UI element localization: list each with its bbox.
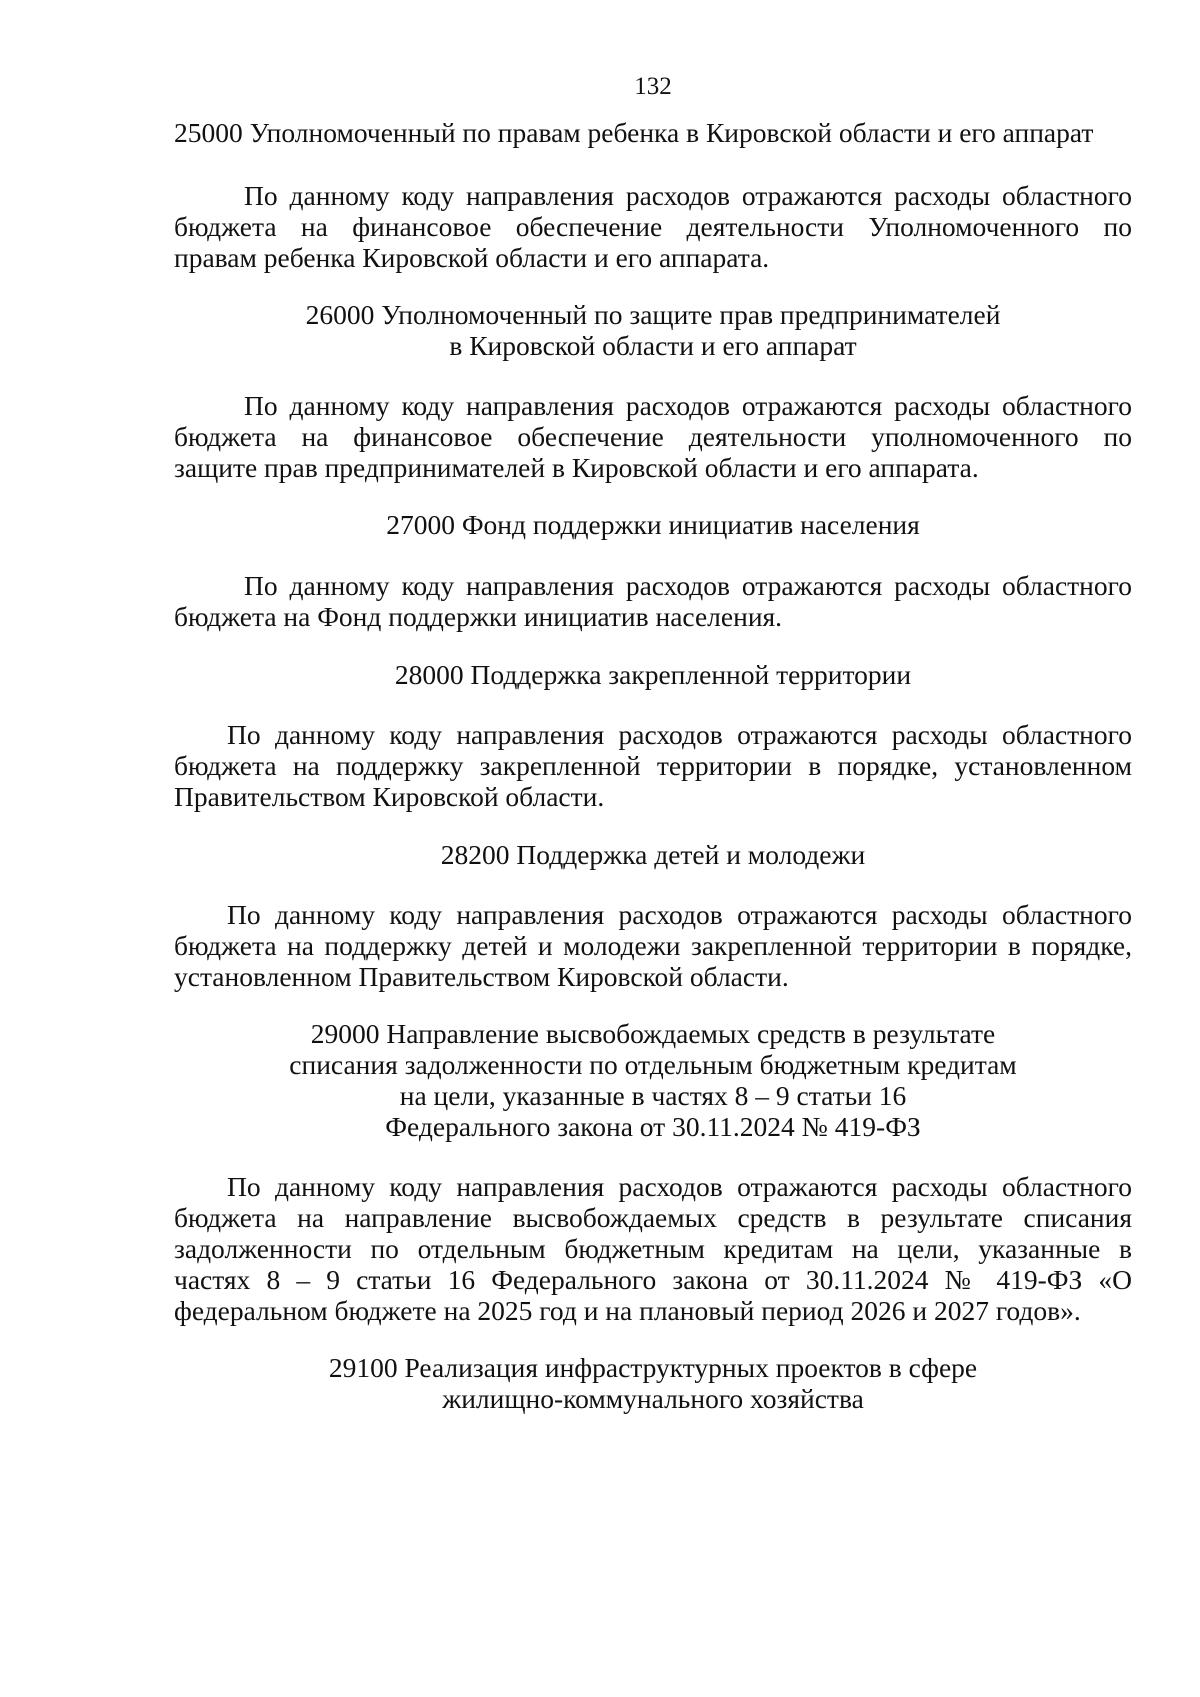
paragraph-26000-line-2: бюджета на финансовое обеспечение деятельности уполномоченного по [174,421,1132,452]
section-heading-29000-line-1: 29000 Направление высвобождаемых средств в результате [310,1018,996,1049]
paragraph-29000-line-2: бюджета на направление высвобождаемых средств в результате списания [174,1202,1132,1233]
section-heading-28200: 28200 Поддержка детей и молодежи [440,839,866,870]
paragraph-25000-line-3: правам ребенка Кировской области и его аппарата. [174,242,770,273]
section-heading-29100-line-1: 29100 Реализация инфраструктурных проектов в сфере [328,1352,978,1383]
section-heading-29000-line-4: Федерального закона от 30.11.2024 № 419-ФЗ [385,1111,921,1142]
paragraph-27000-line-1: По данному коду направления расходов отражаются расходы областного [244,570,1132,601]
paragraph-28200-line-2: бюджета на поддержку детей и молодежи закрепленной территории в порядке, [174,930,1132,961]
section-heading-27000: 27000 Фонд поддержки инициатив населения [386,509,920,540]
section-heading-29100-line-2: жилищно-коммунального хозяйства [442,1383,864,1414]
section-heading-29000-line-2: списания задолженности по отдельным бюджетным кредитам [289,1049,1017,1080]
section-heading-28000: 28000 Поддержка закрепленной территории [394,659,912,690]
document-page [174,0,1132,1697]
paragraph-26000-line-3: защите прав предпринимателей в Кировской области и его аппарата. [174,452,979,483]
paragraph-28000-line-3: Правительством Кировской области. [174,781,605,812]
paragraph-25000-line-1: По данному коду направления расходов отражаются расходы областного [244,180,1132,211]
paragraph-28200-line-3: установленном Правительством Кировской области. [174,961,789,992]
paragraph-29000-line-4: частях 8 – 9 статьи 16 Федерального закона от 30.11.2024 № 419-ФЗ «О [174,1264,1132,1295]
paragraph-28200-line-1: По данному коду направления расходов отражаются расходы областного [227,899,1132,930]
section-heading-26000-line-1: 26000 Уполномоченный по защите прав предпринимателей [305,299,1001,330]
section-heading-25000: 25000 Уполномоченный по правам ребенка в Кировской области и его аппарат [174,117,1094,148]
section-heading-26000-line-2: в Кировской области и его аппарат [449,330,857,361]
paragraph-29000-line-1: По данному коду направления расходов отражаются расходы областного [227,1171,1132,1202]
paragraph-28000-line-1: По данному коду направления расходов отражаются расходы областного [227,719,1132,750]
paragraph-29000-line-5: федеральном бюджете на 2025 год и на плановый период 2026 и 2027 годов». [174,1295,1081,1326]
paragraph-26000-line-1: По данному коду направления расходов отражаются расходы областного [244,390,1132,421]
paragraph-25000-line-2: бюджета на финансовое обеспечение деятельности Уполномоченного по [174,211,1132,242]
section-heading-29000-line-3: на цели, указанные в частях 8 – 9 статьи 16 [399,1080,907,1111]
paragraph-29000-line-3: задолженности по отдельным бюджетным кредитам на цели, указанные в [174,1233,1132,1264]
page-number: 132 [634,73,672,100]
paragraph-27000-line-2: бюджета на Фонд поддержки инициатив населения. [174,601,783,632]
paragraph-28000-line-2: бюджета на поддержку закрепленной территории в порядке, установленном [174,750,1132,781]
